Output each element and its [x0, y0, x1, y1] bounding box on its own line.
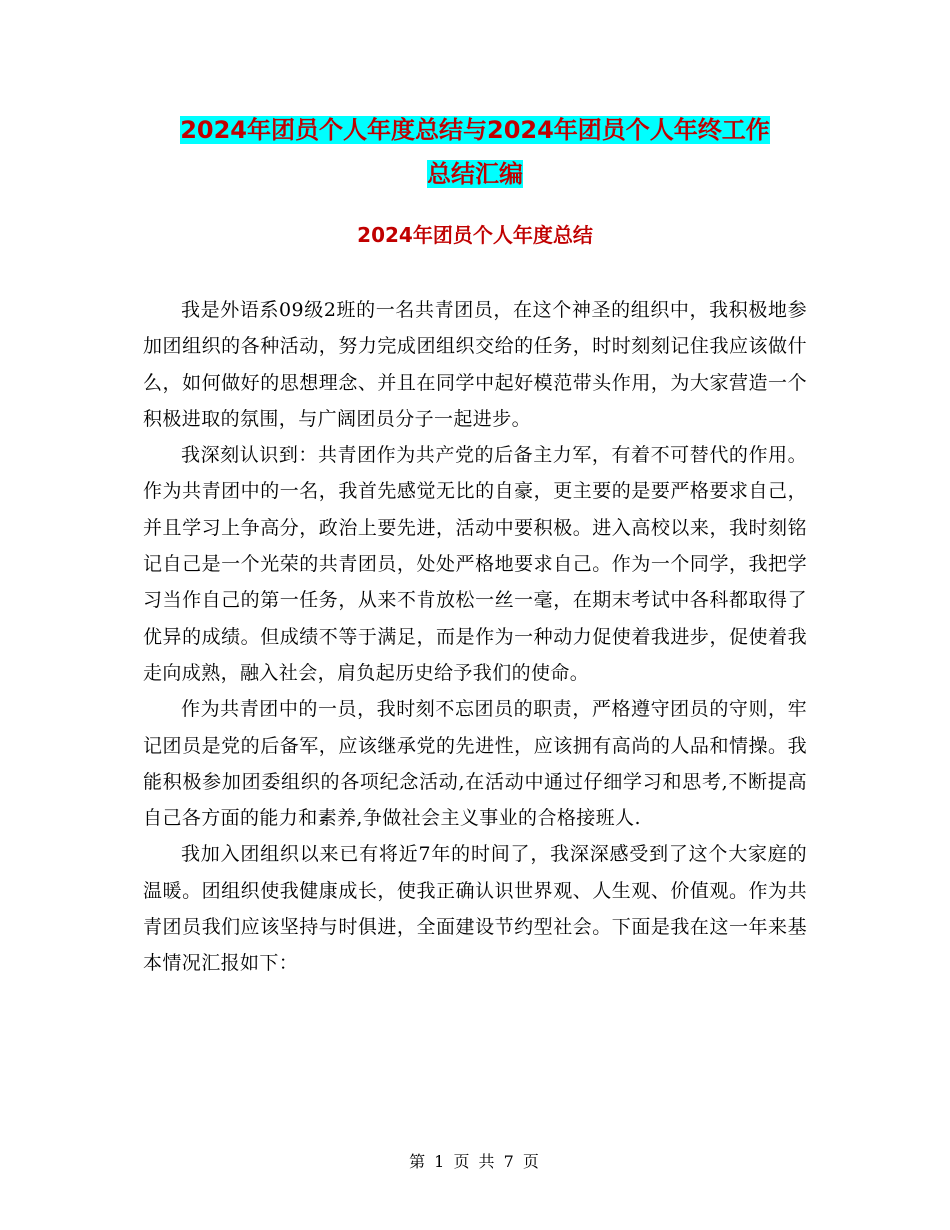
document-title-line-1: 2024年团员个人年度总结与2024年团员个人年终工作 — [180, 116, 770, 144]
section-heading: 2024年团员个人年度总结 — [357, 223, 593, 247]
paragraph: 我深刻认识到：共青团作为共产党的后备主力军，有着不可替代的作用。作为共青团中的一名，我首先感觉无比的自豪，更主要的是要严格要求自己，并且学习上争高分，政治上要先进，活动中要积极。进入高校以来，我时刻铭记自己是一个光荣的共青团员，处处严格地要求自己。作为一个同学，我把学习当作自己的第一任务，从来不肯放松一丝一毫，在期末考试中各科都取得了优异的成绩。但成绩不等于满足，而是作为一种动力促使着我进步，促使着我走向成熟，融入社会，肩负起历史给予我们的使命。 — [143, 444, 807, 684]
page-footer: 第 1 页 共 7 页 — [409, 1152, 541, 1171]
document-title — [0, 108, 950, 196]
paragraph: 我是外语系09级2班的一名共青团员，在这个神圣的组织中，我积极地参加团组织的各种活动，努力完成团组织交给的任务，时时刻刻记住我应该做什么，如何做好的思想理念、并且在同学中起好模范带头作用，为大家营造一个积极进取的氛围，与广阔团员分子一起进步。 — [143, 299, 807, 430]
document-body — [143, 292, 807, 982]
document-title-line-2: 总结汇编 — [427, 160, 523, 188]
paragraph: 作为共青团中的一员，我时刻不忘团员的职责，严格遵守团员的守则，牢记团员是党的后备军，应该继承党的先进性，应该拥有高尚的人品和情操。我能积极参加团委组织的各项纪念活动,在活动中通过仔细学习和思考,不断提高自己各方面的能力和素养,争做社会主义事业的合格接班人. — [143, 698, 807, 830]
paragraph: 我加入团组织以来已有将近7年的时间了，我深深感受到了这个大家庭的温暖。团组织使我健康成长，使我正确认识世界观、人生观、价值观。作为共青团员我们应该坚持与时俱进，全面建设节约型社会。下面是我在这一年来基本情况汇报如下： — [143, 843, 807, 975]
